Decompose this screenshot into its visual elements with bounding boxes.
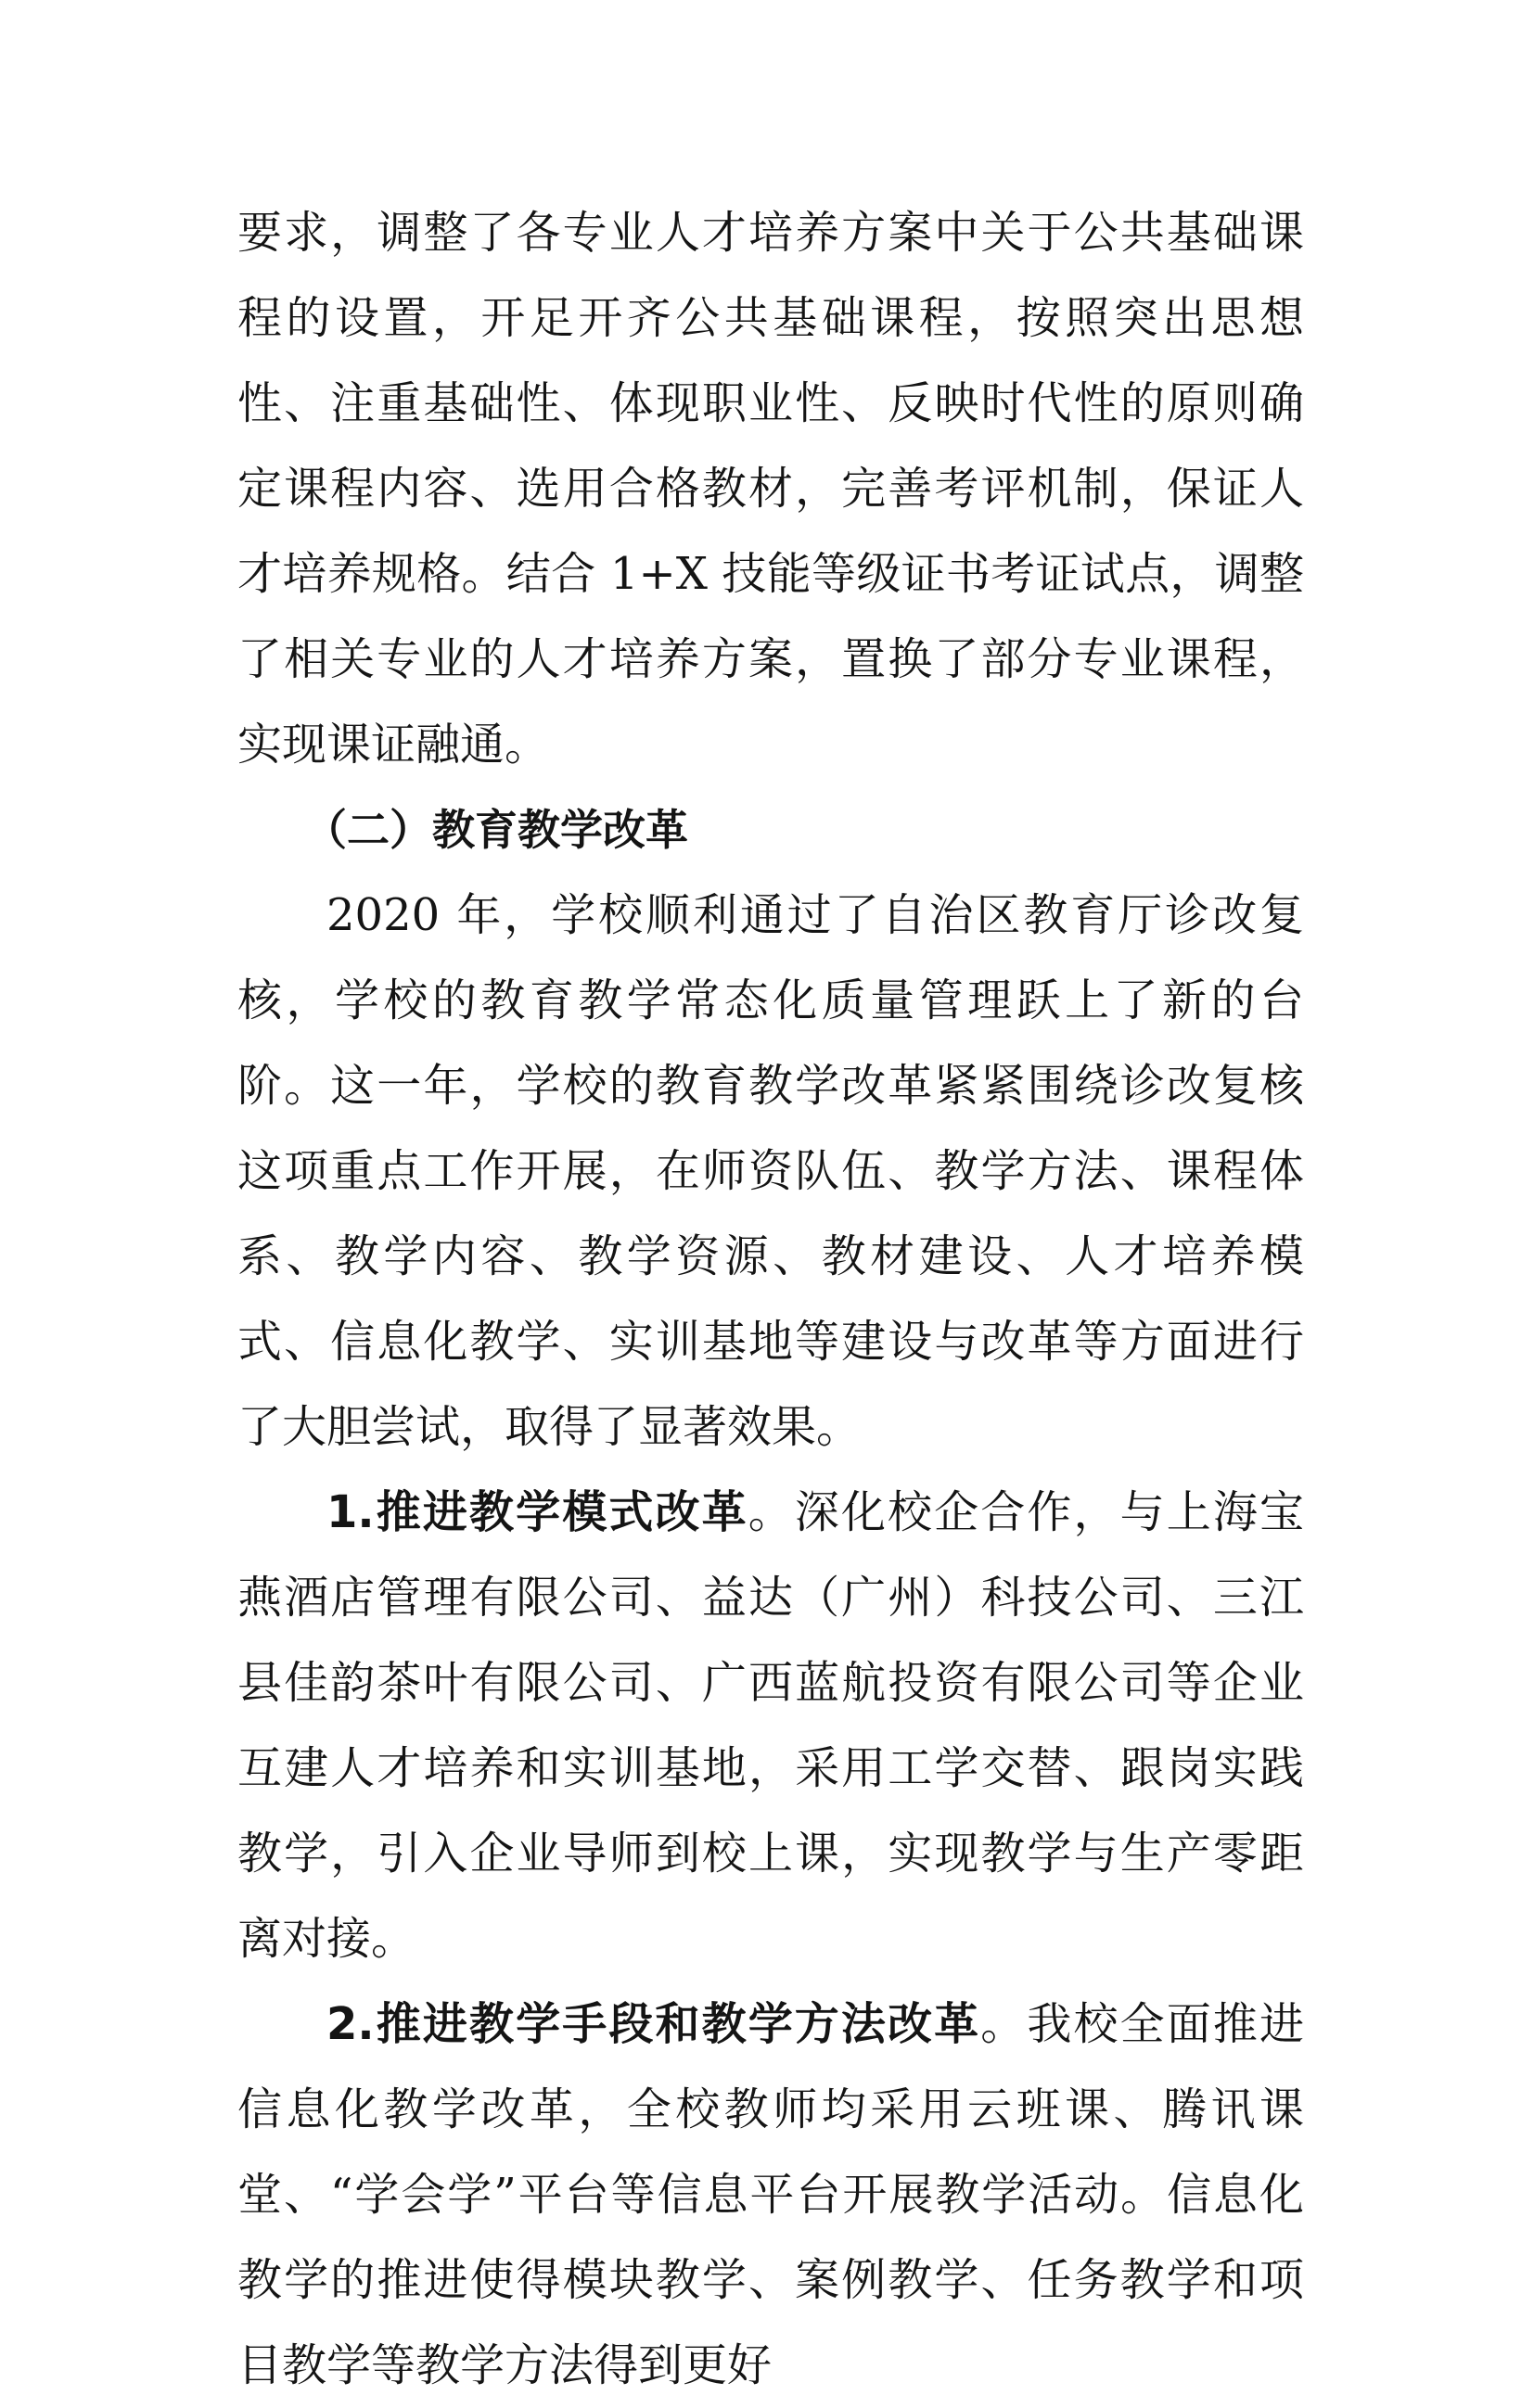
- paragraph-teaching-reform-intro: 2020 年，学校顺利通过了自治区教育厅诊改复核，学校的教育教学常态化质量管理跃上了新的台阶。这一年，学校的教育教学改革紧紧围绕诊改复核这项重点工作开展，在师资队伍、教学方法、课程体系、教学内容、教学资源、教材建设、人才培养模式、信息化教学、实训基地等建设与改革等方面进行了大胆尝试，取得了显著效果。: [237, 889, 1304, 1453]
- item-2-lead: 2.推进教学手段和教学方法改革: [326, 1998, 981, 2050]
- paragraph-curriculum: 要求，调整了各专业人才培养方案中关于公共基础课程的设置，开足开齐公共基础课程，按照突出思想性、注重基础性、体现职业性、反映时代性的原则确定课程内容、选用合格教材，完善考评机制，保证人才培养规格。结合 1+X 技能等级证书考证试点，调整了相关专业的人才培养方案，置换了部分专业课程，实现课证融通。: [237, 207, 1304, 771]
- item-1-text: 。深化校企合作，与上海宝燕酒店管理有限公司、益达（广州）科技公司、三江县佳韵茶叶有限公司、广西蓝航投资有限公司等企业互建人才培养和实训基地，采用工学交替、跟岗实践教学，引入企业导师到校上课，实现教学与生产零距离对接。: [237, 1486, 1304, 1965]
- item-2-text: 。我校全面推进信息化教学改革，全校教师均采用云班课、腾讯课堂、“学会学”平台等信息平台开展教学活动。信息化教学的推进使得模块教学、案例教学、任务教学和项目教学等教学方法得到更好: [237, 1998, 1304, 2391]
- document-body: [237, 190, 1304, 2408]
- paragraph-item-2: [237, 1981, 1304, 2408]
- item-1-lead: 1.推进教学模式改革: [326, 1486, 748, 1538]
- paragraph-item-1: [237, 1470, 1304, 1981]
- section-heading-teaching-reform: （二）教育教学改革: [304, 805, 688, 855]
